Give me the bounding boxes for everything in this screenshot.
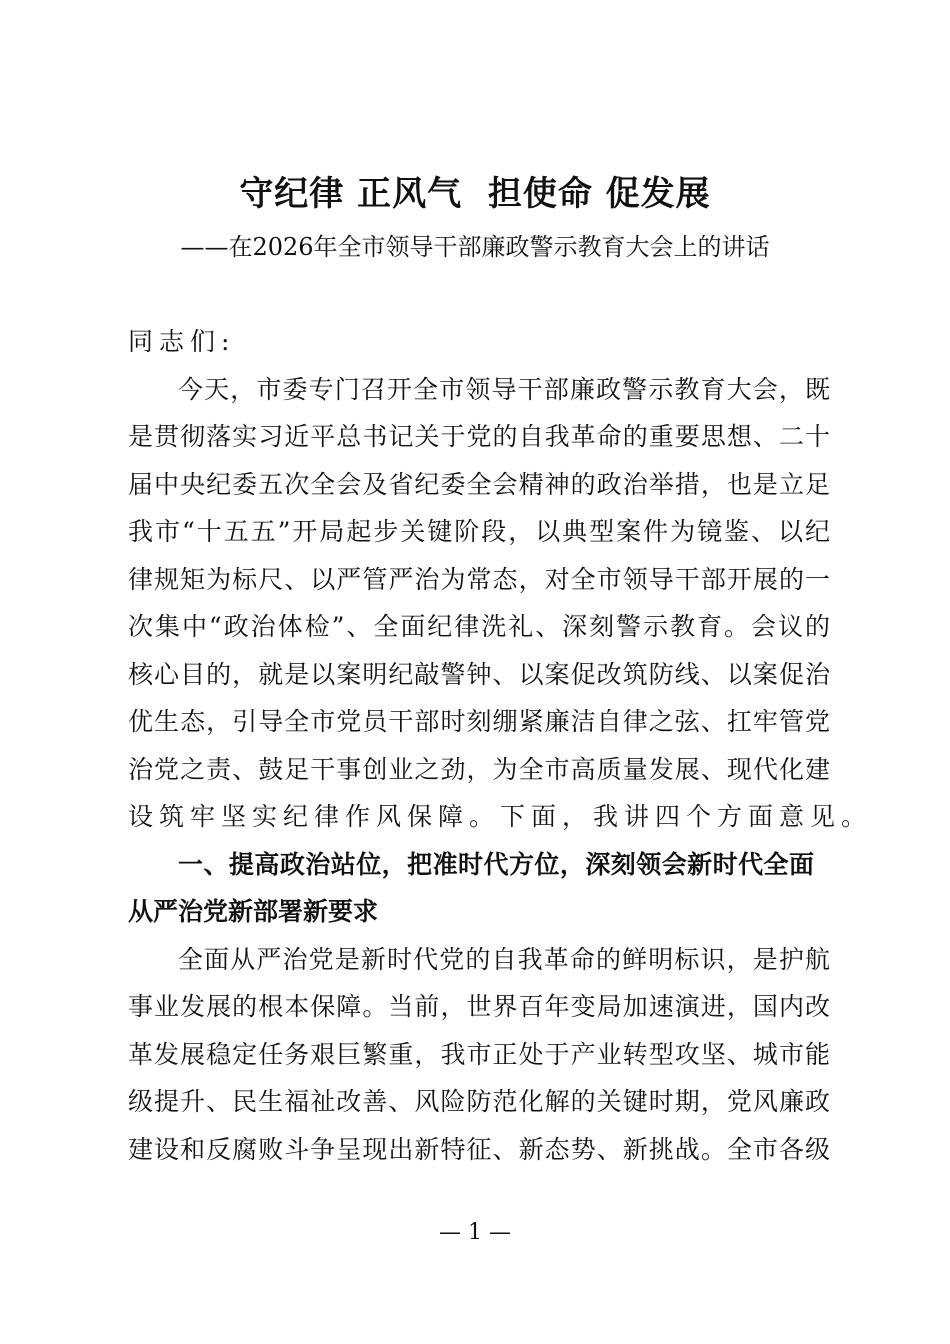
paragraph-line: 级提升、民生福祉改善、风险防范化解的关键时期，党风廉政 xyxy=(128,1087,830,1116)
document-title: 守纪律 正风气 担使命 促发展 xyxy=(239,174,711,214)
section-heading-line: 从严治党新部署新要求 xyxy=(128,897,379,926)
document-subtitle: ——在2026年全市领导干部廉政警示教育大会上的讲话 xyxy=(180,233,770,261)
section-heading-line: 一、提高政治站位，把准时代方位，深刻领会新时代全面 xyxy=(178,849,814,879)
paragraph-line: 建设和反腐败斗争呈现出新特征、新态势、新挑战。全市各级 xyxy=(128,1134,830,1164)
paragraph-line: 全面从严治党是新时代党的自我革命的鲜明标识，是护航 xyxy=(178,944,830,974)
paragraph-line: 律规矩为标尺、以严管严治为常态，对全市领导干部开展的一 xyxy=(128,564,830,594)
paragraph-line: 设筑牢坚实纪律作风保障。下面，我讲四个方面意见。 xyxy=(128,802,873,831)
paragraph-line: 次集中“政治体检”、全面纪律洗礼、深刻警示教育。会议的 xyxy=(128,612,830,641)
salutation: 同志们: xyxy=(128,327,236,356)
paragraph-line: 治党之责、鼓足干事创业之劲，为全市高质量发展、现代化建 xyxy=(128,754,830,784)
paragraph-line: 届中央纪委五次全会及省纪委全会精神的政治举措，也是立足 xyxy=(128,469,830,499)
page-number: — 1 — xyxy=(439,1220,511,1245)
paragraph-line: 我市“十五五”开局起步关键阶段，以典型案件为镜鉴、以纪 xyxy=(128,517,830,546)
paragraph-line: 今天，市委专门召开全市领导干部廉政警示教育大会，既 xyxy=(178,374,830,404)
paragraph-line: 革发展稳定任务艰巨繁重，我市正处于产业转型攻坚、城市能 xyxy=(128,1039,830,1069)
paragraph-line: 优生态，引导全市党员干部时刻绷紧廉洁自律之弦、扛牢管党 xyxy=(128,707,830,736)
paragraph-line: 事业发展的根本保障。当前，世界百年变局加速演进，国内改 xyxy=(128,992,830,1021)
document-body xyxy=(128,318,873,1173)
paragraph-line: 是贯彻落实习近平总书记关于党的自我革命的重要思想、二十 xyxy=(128,422,830,451)
paragraph-line: 核心目的，就是以案明纪敲警钟、以案促改筑防线、以案促治 xyxy=(128,659,830,689)
